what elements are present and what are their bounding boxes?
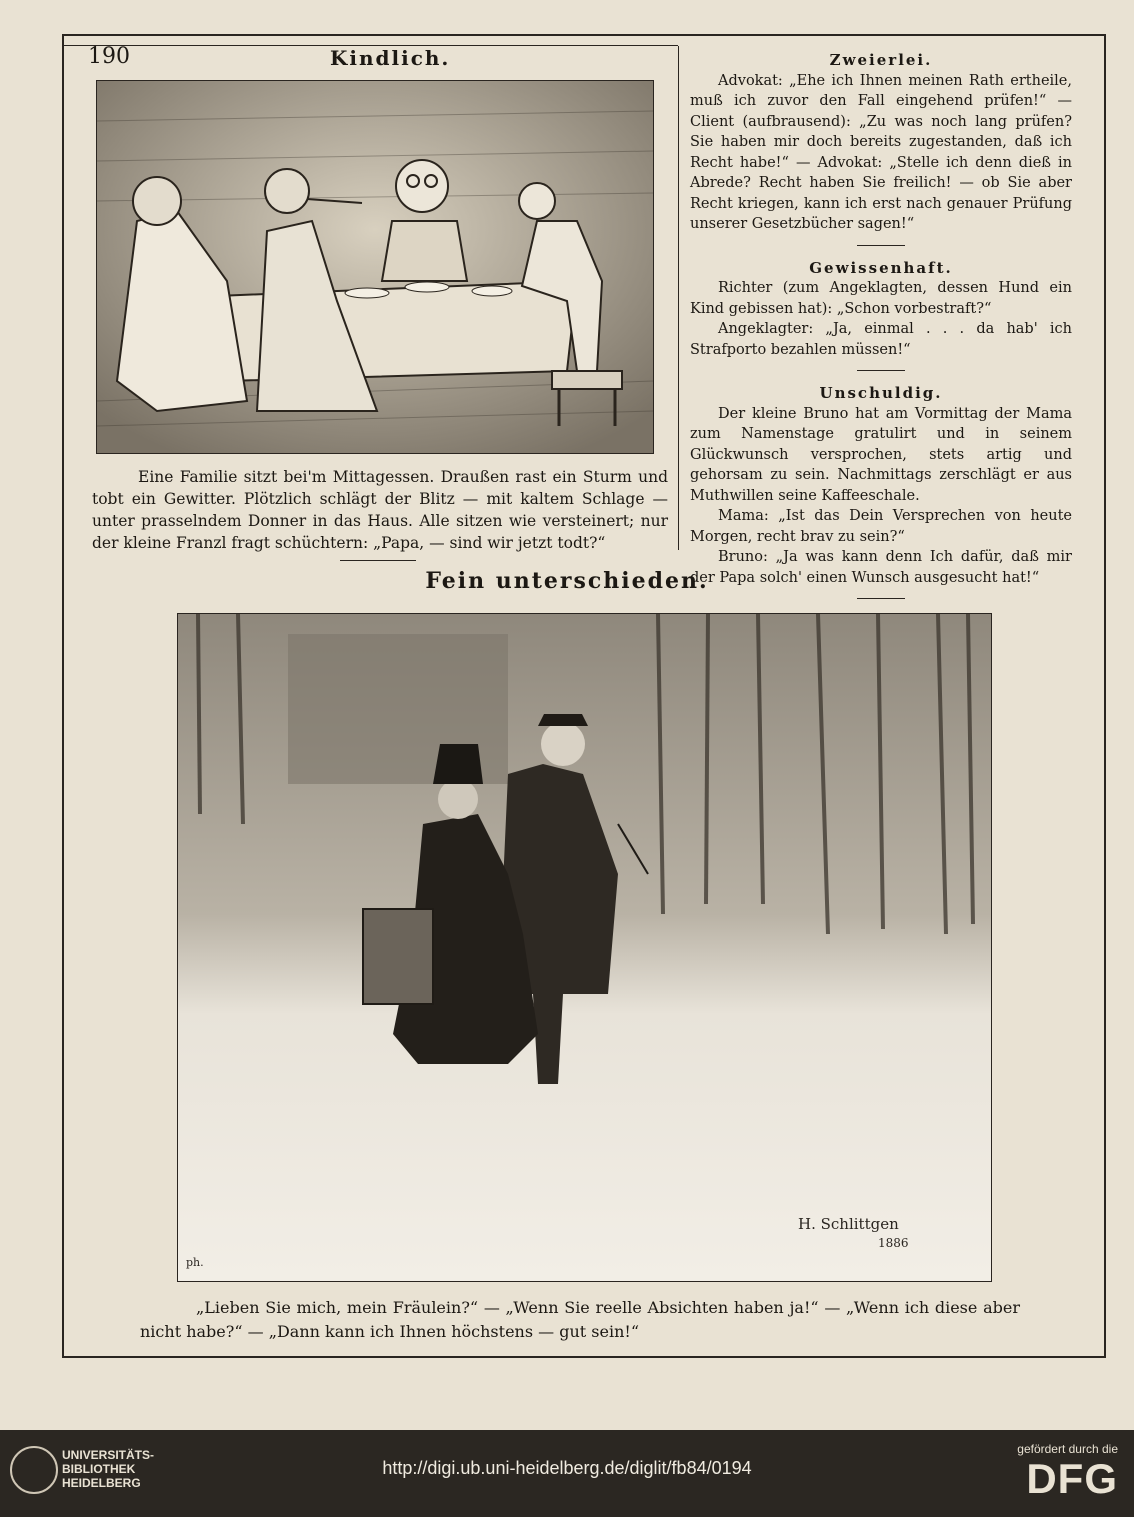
section-title-unschuldig: Unschuldig. [819,384,943,402]
unschuldig-text-2: Mama: „Ist das Dein Versprechen von heute Morgen, recht brav zu sein?“ [690,508,1072,545]
snow-couple-drawing [178,614,991,1281]
page-number: 190 [88,44,130,69]
institution-line: BIBLIOTHEK [62,1462,136,1476]
snow-couple-illustration [177,613,992,1282]
main-caption: „Lieben Sie mich, mein Fräulein?“ — „Wenn Sie reelle Absichten haben ja!“ — „Wenn ich diese aber nicht habe?“ — „Dann kann ich Ihnen höchstens — gut sein!“ [140,1298,1020,1341]
zweierlei-text: Advokat: „Ehe ich Ihnen meinen Rath ertheile, muß ich zuvor den Fall eingehend prüfen!“ — Client (aufbrausend): „Zu was noch lang prüfen? Sie haben mir doch bereits zugestanden, daß ich Recht habe!“ — Advokat: „Stelle ich denn dieß in Abrede? Recht haben Sie freilich! — ob Sie aber Recht kriegen, kann ich erst nach genauer Prüfung unserer Gesetzbücher sagen!“ [690,72,1072,232]
unschuldig-text-3: Bruno: „Ja was kann denn Ich dafür, daß mir der Papa solch' einen Wunsch ausgesucht hat!“ [690,549,1072,586]
engraver-monogram: ph. [186,1256,204,1269]
funder-block [1017,1442,1118,1502]
dfg-logo: DFG [1026,1455,1118,1502]
artist-year: 1886 [878,1236,909,1250]
family-caption: Eine Familie sitzt bei'm Mittagessen. Draußen rast ein Sturm und tobt ein Gewitter. Plötzlich schlägt der Blitz — mit kaltem Schlage — unter prasselndem Donner in das Haus. Alle sitzen wie versteinert; nur der kleine Franzl fragt schüchtern: „Papa, — sind wir jetzt todt?“ [92,468,668,552]
section-separator [857,245,905,246]
section-title-zweierlei: Zweierlei. [829,51,933,69]
column-divider [678,46,679,550]
main-title: Fein unterschieden. [425,568,709,594]
gewissenhaft-text-1: Richter (zum Angeklagten, dessen Hund ein Kind gebissen hat): „Schon vorbestraft?“ [690,280,1072,317]
title-rule [340,560,416,561]
artist-signature: H. Schlittgen [798,1215,899,1233]
cartoon-title: Kindlich. [330,46,451,70]
footer-bar [0,1430,1134,1517]
institution-line: HEIDELBERG [62,1476,141,1490]
source-url-link[interactable]: http://digi.ub.uni-heidelberg.de/diglit/fb84/0194 [382,1458,752,1478]
institution-line: UNIVERSITÄTS- [62,1448,155,1462]
section-separator [857,370,905,371]
funding-text: gefördert durch die [1017,1442,1118,1456]
family-dinner-drawing [97,81,653,453]
anecdote-column [690,50,1072,611]
unschuldig-text-1: Der kleine Bruno hat am Vormittag der Mama zum Namenstage gratulirt und in seinem Glückwunsch versprochen, stets artig und gehorsam zu sein. Nachmittags zerschlägt er aus Muthwillen seine Kaffeeschale. [690,405,1072,504]
section-title-gewissenhaft: Gewissenhaft. [809,258,953,277]
gewissenhaft-text-2: Angeklagter: „Ja, einmal . . . da hab' ich Strafporto bezahlen müssen!“ [690,321,1072,358]
section-separator [857,598,905,599]
family-dinner-illustration [96,80,654,454]
